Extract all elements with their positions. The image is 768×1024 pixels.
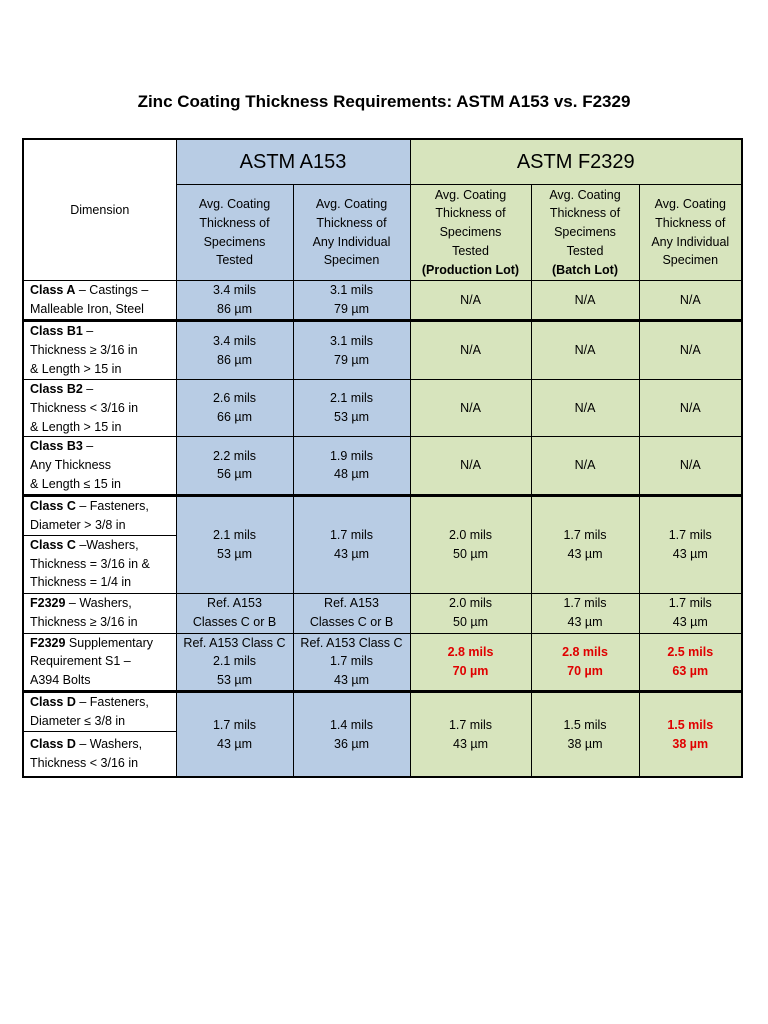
dimension-header: Dimension (23, 139, 176, 281)
row-label-class-c-fasteners: Class C – Fasteners, Diameter > 3/8 in (23, 495, 176, 535)
row-label-f2329-supplementary: F2329 Supplementary Requirement S1 – A394 Bolts (23, 633, 176, 691)
table-row (23, 691, 742, 731)
row-label-class-c-washers: Class C –Washers, Thickness = 3/16 in & Thickness = 1/4 in (23, 535, 176, 593)
table-cell: 1.7 mils 43 µm (410, 691, 531, 777)
table-cell: N/A (639, 380, 742, 437)
table-cell: 1.7 mils 43 µm (293, 495, 410, 593)
table-cell: N/A (531, 321, 639, 380)
table-cell: 3.1 mils 79 µm (293, 281, 410, 321)
f2329-col-individual-specimen: Avg. Coating Thickness of Any Individual Specimen (639, 185, 742, 281)
table-row (23, 380, 742, 437)
table-row (23, 437, 742, 495)
table-row (23, 321, 742, 380)
table-cell-highlight: 1.5 mils 38 µm (639, 691, 742, 777)
table-cell: 1.5 mils 38 µm (531, 691, 639, 777)
table-row (23, 593, 742, 633)
table-cell-highlight: 2.5 mils 63 µm (639, 633, 742, 691)
a153-col-individual-specimen: Avg. Coating Thickness of Any Individual Specimen (293, 185, 410, 281)
astm-a153-header: ASTM A153 (176, 139, 410, 185)
table-cell: 2.6 mils 66 µm (176, 380, 293, 437)
table-cell: 2.2 mils 56 µm (176, 437, 293, 495)
table-cell: Ref. A153 Classes C or B (293, 593, 410, 633)
table-cell: Ref. A153 Classes C or B (176, 593, 293, 633)
f2329-col-production-lot: Avg. Coating Thickness of Specimens Tested (Production Lot) (410, 185, 531, 281)
row-label-class-b1: Class B1 – Thickness ≥ 3/16 in & Length > 15 in (23, 321, 176, 380)
table-cell: N/A (410, 321, 531, 380)
table-cell: N/A (531, 380, 639, 437)
table-cell: 1.7 mils 43 µm (639, 495, 742, 593)
table-cell: Ref. A153 Class C 1.7 mils 43 µm (293, 633, 410, 691)
table-cell: 2.0 mils 50 µm (410, 495, 531, 593)
coating-requirements-table (22, 138, 743, 778)
table-cell: 1.7 mils 43 µm (639, 593, 742, 633)
row-label-class-a: Class A – Castings – Malleable Iron, Steel (23, 281, 176, 321)
page-title: Zinc Coating Thickness Requirements: ASTM A153 vs. F2329 (137, 92, 631, 111)
table-cell: 1.7 mils 43 µm (531, 593, 639, 633)
table-cell: N/A (639, 281, 742, 321)
table-cell: 1.4 mils 36 µm (293, 691, 410, 777)
table-row (23, 495, 742, 535)
row-label-class-d-fasteners: Class D – Fasteners, Diameter ≤ 3/8 in (23, 691, 176, 731)
table-cell: N/A (410, 281, 531, 321)
table-cell: N/A (639, 437, 742, 495)
header-row-standards (23, 139, 742, 185)
row-label-class-b3: Class B3 – Any Thickness & Length ≤ 15 in (23, 437, 176, 495)
table-row (23, 281, 742, 321)
table-cell: 3.1 mils 79 µm (293, 321, 410, 380)
table-cell: Ref. A153 Class C 2.1 mils 53 µm (176, 633, 293, 691)
table-cell: N/A (531, 437, 639, 495)
table-cell-highlight: 2.8 mils 70 µm (410, 633, 531, 691)
table-cell: 2.1 mils 53 µm (176, 495, 293, 593)
table-cell: 1.7 mils 43 µm (531, 495, 639, 593)
table-cell-highlight: 2.8 mils 70 µm (531, 633, 639, 691)
table-cell: 1.7 mils 43 µm (176, 691, 293, 777)
row-label-class-d-washers: Class D – Washers, Thickness < 3/16 in (23, 731, 176, 777)
table-cell: 1.9 mils 48 µm (293, 437, 410, 495)
table-row (23, 633, 742, 691)
table-cell: 2.1 mils 53 µm (293, 380, 410, 437)
row-label-class-b2: Class B2 – Thickness < 3/16 in & Length > 15 in (23, 380, 176, 437)
table-cell: 2.0 mils 50 µm (410, 593, 531, 633)
table-cell: N/A (639, 321, 742, 380)
a153-col-specimens-tested: Avg. Coating Thickness of Specimens Tested (176, 185, 293, 281)
f2329-col-batch-lot: Avg. Coating Thickness of Specimens Tested (Batch Lot) (531, 185, 639, 281)
astm-f2329-header: ASTM F2329 (410, 139, 742, 185)
table-cell: 3.4 mils 86 µm (176, 321, 293, 380)
table-cell: 3.4 mils 86 µm (176, 281, 293, 321)
table-cell: N/A (531, 281, 639, 321)
row-label-f2329-washers: F2329 – Washers, Thickness ≥ 3/16 in (23, 593, 176, 633)
table-cell: N/A (410, 380, 531, 437)
table-cell: N/A (410, 437, 531, 495)
